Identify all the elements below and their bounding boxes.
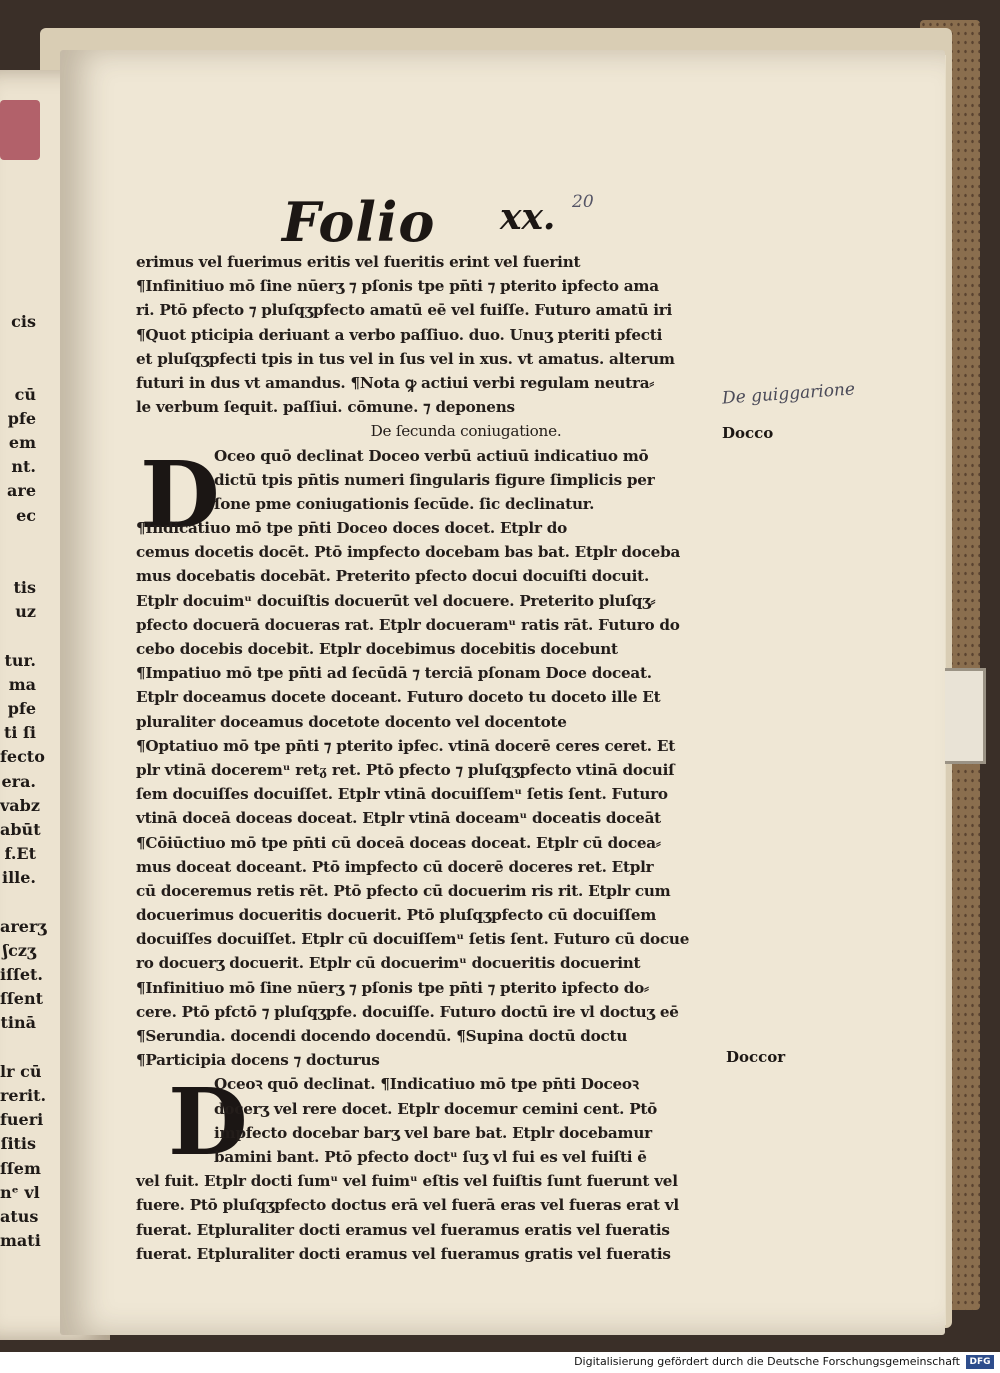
left-page-text: [0, 310, 47, 1253]
text-line: Oceoꝛ quō declinat. ¶Indicatiuo mō tpe pn̄ti Doceoꝛ: [214, 1075, 639, 1094]
text-line: Etplr docuimᵘ docuiſtis docuerūt vel docuere. Preterito pluſqʒ⸗: [136, 591, 656, 610]
text-line: Etplr doceamus docete doceant. Futuro doceto tu doceto ille Et: [136, 688, 661, 707]
text-line: cū doceremus retis rēt. Ptō pfecto cū docuerim ris rit. Etplr cum: [136, 881, 671, 900]
left-page-line: fueri: [0, 1110, 44, 1130]
left-page-line: fecto: [0, 747, 45, 767]
text-line: ¶Optatiuo mō tpe pn̄ti ⁊ pterito ipfec. vtinā docerē ceres ceret. Et: [136, 736, 675, 755]
main-text-block: [136, 250, 736, 1266]
text-line: pfecto docuerā docueras rat. Etplr docueramᵘ ratis rāt. Futuro do: [136, 615, 680, 634]
left-page-line: ʃczʒ: [2, 940, 36, 960]
left-page-line: em: [8, 432, 36, 452]
left-page-line: mati: [0, 1231, 41, 1251]
pencil-folio-number: 20: [572, 192, 594, 212]
left-page-line: atus: [0, 1206, 39, 1226]
left-page-line: ec: [16, 505, 36, 525]
left-page-line: f.Et: [4, 844, 36, 864]
text-line: Oceo quō declinat Doceo verbū actiuū indicatiuo mō: [214, 446, 649, 465]
text-line: vtinā doceā doceas doceat. Etplr vtinā doceamᵘ doceatis doceāt: [136, 809, 661, 828]
text-line: ¶Serundia. docendi docendo docendū. ¶Supina doctū doctu: [136, 1027, 628, 1045]
text-line: ¶Impatiuo mō tpe pn̄ti ad ſecūdā ⁊ terciā pſonam Doce doceat.: [136, 664, 652, 683]
text-line: futuri in dus vt amandus. ¶Nota ꝙ actiui verbi regulam neutra⸗: [136, 373, 655, 392]
text-line: docuerimus docueritis docuerit. Ptō pluſqʒpfecto cū docuiſſem: [136, 906, 657, 925]
left-page-line: pfe: [7, 408, 36, 428]
text-line: ¶Participia docens ⁊ docturus: [136, 1051, 380, 1070]
text-line: mus doceat doceant. Ptō impfecto cū docerē doceres ret. Etplr: [136, 857, 654, 876]
text-line: ¶Infinitiuo mō ſine nūerʒ ⁊ pſonis tpe pn̄ti ⁊ pterito ipfecto do⸗: [136, 978, 649, 997]
left-page-line: ſitis: [0, 1134, 36, 1154]
left-page-line: nᵉ vl: [0, 1182, 40, 1202]
text-line: dictū tpis pn̄tis numeri ſingularis figure ſimplicis per: [214, 470, 655, 489]
text-line: le verbum ſequit. paſſiui. cōmune. ⁊ deponens: [136, 398, 515, 417]
text-line: fuerat. Etpluraliter docti eramus vel fueramus gratis vel fueratis: [136, 1244, 671, 1263]
left-page-line: tis: [13, 578, 36, 598]
handwritten-margin-note: De guiggarione: [721, 379, 856, 409]
drop-initial-second: D: [168, 1068, 248, 1176]
left-page-line: [0, 528, 36, 552]
left-page-line: abūt: [0, 819, 41, 839]
folio-number: xx.: [500, 196, 556, 238]
text-line: ¶Quot pticipia deriuant a verbo paſſiuo. duo. Unuʒ pteriti pfecti: [136, 325, 663, 344]
left-page-line: ille.: [2, 868, 36, 888]
left-page-line: uz: [15, 602, 36, 622]
left-page-line: ma: [8, 674, 36, 694]
left-page-line: pfe: [7, 699, 36, 718]
text-line: bamini bant. Ptō pfecto doctᵘ ſuʒ vl fui es vel fuiſti ē: [214, 1147, 647, 1166]
text-line: cemus docetis docēt. Ptō impfecto docebam bas bat. Etplr doceba: [136, 543, 681, 562]
left-page-line: era.: [1, 771, 36, 791]
text-line: plr vtinā doceremᵘ retᵹ ret. Ptō pfecto ⁊ pluſqʒpfecto vtinā docuiſ: [136, 760, 675, 779]
left-page-line: [0, 891, 36, 915]
text-line: ¶Indicatiuo mō tpe pn̄ti Doceo doces docet. Etplr do: [136, 519, 567, 538]
text-line: ro docuerʒ docuerit. Etplr cū docuerimᵘ docueritis docuerint: [136, 954, 641, 973]
section-heading: De ſecunda coniugatione.: [370, 422, 562, 441]
left-page-line: tinā: [0, 1013, 36, 1033]
left-page-line: [0, 552, 36, 576]
left-page-line: nt.: [11, 457, 36, 477]
drop-initial-first: D: [140, 441, 220, 549]
text-line: docuiſſes docuiſſet. Etplr cū docuiſſemᵘ ſetis ſent. Futuro cū docue: [136, 930, 690, 949]
left-page-line: ſſent: [0, 989, 43, 1009]
left-page-line: [0, 1036, 36, 1060]
text-line: impfecto docebar barʒ vel bare bat. Etplr docebamur: [214, 1123, 652, 1142]
dfg-logo: DFG: [966, 1355, 994, 1369]
left-page-line: iſſet.: [0, 965, 43, 985]
left-page-line: ti ſi: [4, 723, 36, 743]
text-line: ſone pme coniugationis ſecūde. ſic declinatur.: [214, 494, 595, 513]
left-page-line: [0, 624, 36, 648]
text-line: et pluſqʒpfecti tpis in tus vel in ſus vel in xus. vt amatus. alterum: [136, 349, 675, 368]
credit-bar: [0, 1352, 1000, 1373]
text-line: erimus vel fuerimus eritis vel fueritis erint vel fuerint: [136, 253, 581, 271]
text-line: fuere. Ptō pluſqʒpfecto doctus erā vel fuerā eras vel fueras erat vl: [136, 1196, 679, 1215]
margin-note-doccor: Doccor: [726, 1048, 786, 1066]
left-page-line: are: [7, 481, 36, 501]
left-page-line: tur.: [4, 650, 36, 670]
left-page-line: cis: [11, 312, 36, 331]
left-page-line: arerʒ: [0, 916, 47, 936]
credit-text: Digitalisierung gefördert durch die Deutsche Forschungsgemeinschaft: [574, 1355, 960, 1368]
left-page-line: cū: [14, 384, 36, 404]
bookmark-ribbon: [0, 100, 40, 160]
text-line: cebo docebis docebit. Etplr docebimus docebitis docebunt: [136, 640, 618, 658]
text-line: vel fuit. Etplr docti ſumᵘ vel fuimᵘ eſtis vel fuiſtis ſunt fuerunt vel: [136, 1172, 678, 1191]
text-line: ſem docuiſſes docuiſſet. Etplr vtinā docuiſſemᵘ ſetis ſent. Futuro: [136, 785, 668, 804]
left-page-line: vabz: [0, 795, 40, 815]
text-line: ri. Ptō pfecto ⁊ pluſqʒpfecto amatū eē vel fuiſſe. Futuro amatū iri: [136, 301, 673, 320]
left-page-line: rerit.: [0, 1086, 47, 1105]
text-line: fuerat. Etpluraliter docti eramus vel fueramus eratis vel fueratis: [136, 1220, 670, 1239]
text-line: ¶Cōiūctiuo mō tpe pn̄ti cū doceā doceas doceat. Etplr cū docea⸗: [136, 833, 661, 852]
text-line: mus docebatis docebāt. Preterito pfecto docui docuiſti docuit.: [136, 567, 649, 586]
text-line: ¶Infinitiuo mō ſine nūerʒ ⁊ pſonis tpe pn̄ti ⁊ pterito ipfecto ama: [136, 277, 659, 296]
left-page-line: [0, 358, 36, 382]
left-page-line: lr cū: [0, 1061, 42, 1081]
text-line: pluraliter doceamus docetote docento vel docentote: [136, 712, 567, 731]
text-line: docerʒ vel rere docet. Etplr docemur cemini cent. Ptō: [214, 1099, 658, 1118]
folio-word: Folio: [282, 190, 436, 254]
margin-note-docco: Docco: [722, 424, 774, 442]
left-page-line: ſſem: [0, 1158, 41, 1178]
left-page-line: [0, 334, 36, 358]
text-line: cere. Ptō pfctō ⁊ pluſqʒpfe. docuiſſe. Futuro doctū ire vl doctuʒ eē: [136, 1002, 679, 1021]
